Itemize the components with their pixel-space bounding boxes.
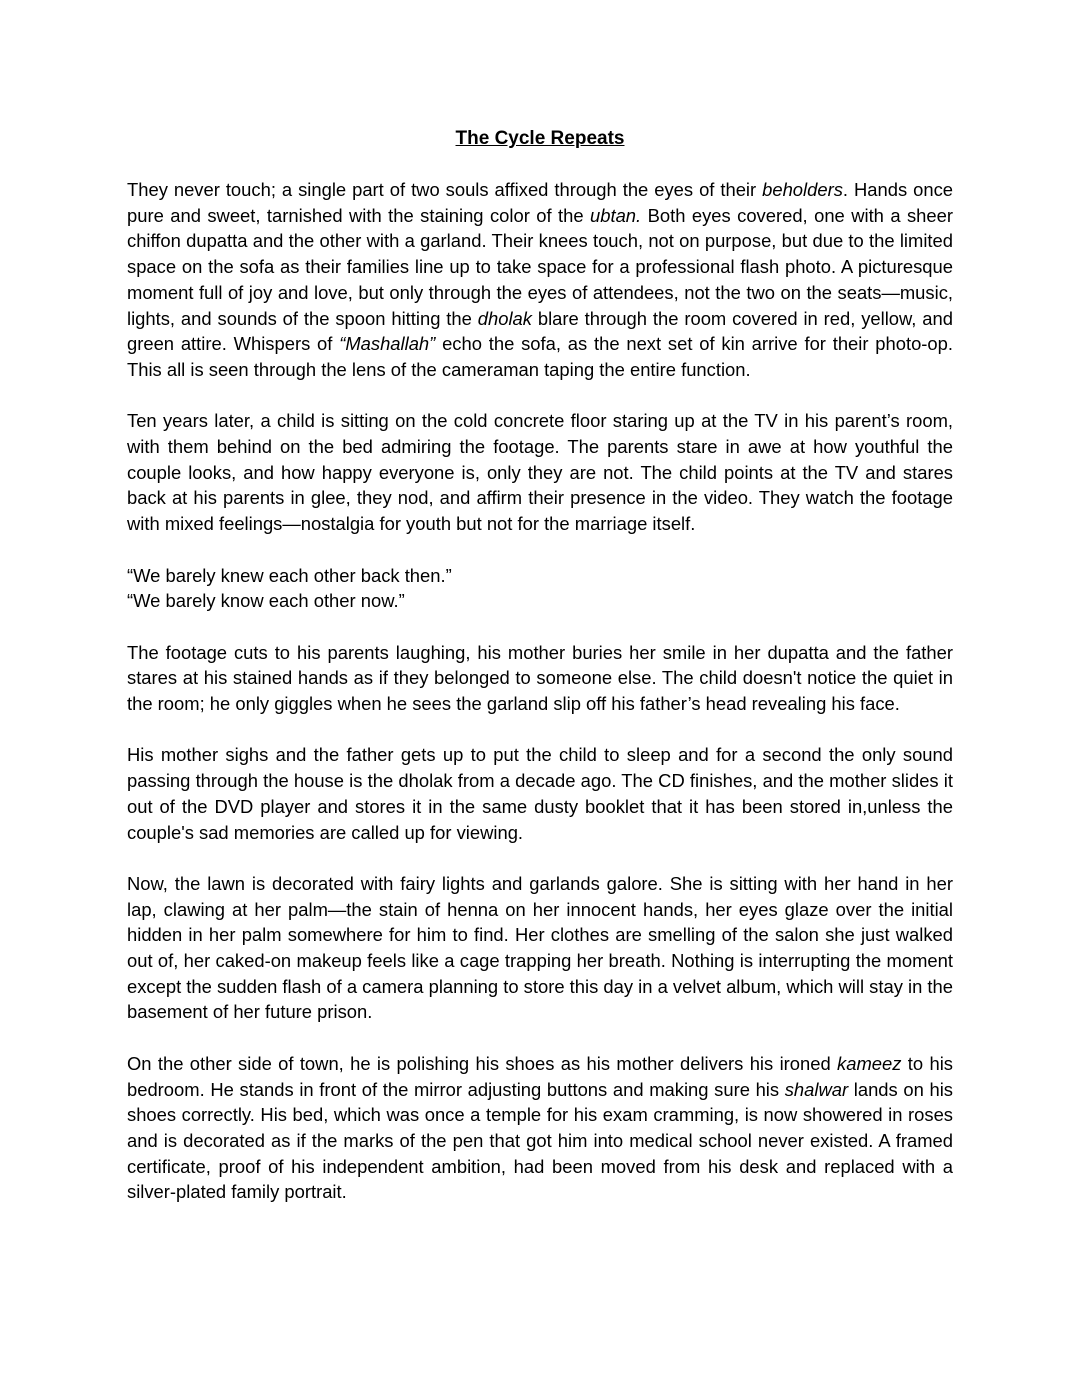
text-run: Ten years later, a child is sitting on the cold concrete floor staring up at the TV in his parent’s room, with them behind on the bed admiring the footage. The parents stare in awe at how youthful the couple looks, and how happy everyone is, only they are not. The child points at the TV and stares back at his parents in glee, they nod, and affirm their presence in the video. They watch the footage with mixed feelings—nostalgia for youth but not for the marriage itself. bbox=[127, 410, 953, 535]
text-run: blare through the room covered in red, yellow, and green attire. Whispers of bbox=[127, 307, 953, 355]
text-run: Both eyes covered, one with a sheer chiffon dupatta and the other with a garland. Their knees touch, not on purpose, but due to the limited space on the sofa as their families line up to take space for a professional flash photo. A picturesque moment full of joy and love, but only through the eyes of attendees, not the two on the seats—music, lights, and sounds of the spoon hitting the bbox=[127, 204, 953, 329]
italic-term: “Mashallah” bbox=[339, 333, 436, 355]
text-run: The footage cuts to his parents laughing, his mother buries her smile in her dupatta and the father stares at his stained hands as if they belonged to someone else. The child doesn't notice the quiet in the room; he only giggles when he sees the garland slip off his father’s head revealing his face. bbox=[127, 641, 953, 715]
text-run: His mother sighs and the father gets up to put the child to sleep and for a second the only sound passing through the house is the dholak from a decade ago. The CD finishes, and the mother slides it out of the DVD player and stores it in the same dusty booklet that it has been stored in,unless the couple's sad memories are called up for viewing. bbox=[127, 744, 953, 843]
text-run: lands on his shoes correctly. His bed, which was once a temple for his exam cramming, is now showered in roses and is decorated as if the marks of the pen that got him into medical school never existed. A framed certificate, proof of his independent ambition, had been moved from his desk and replaced with a silver-plated family portrait. bbox=[127, 1078, 953, 1203]
italic-term: shalwar bbox=[784, 1078, 849, 1100]
text-run: On the other side of town, he is polishing his shoes as his mother delivers his ironed bbox=[127, 1052, 838, 1074]
text-run: Now, the lawn is decorated with fairy lights and garlands galore. She is sitting with her hand in her lap, clawing at her palm—the stain of henna on her innocent hands, her eyes glaze over the initial hidden in her palm somewhere for him to find. Her clothes are smelling of the salon she just walked out of, her caked-on makeup feels like a cage trapping her breath. Nothing is interrupting the moment except the sudden flash of a camera planning to store this day in a velvet album, which will stay in the basement of her future prison. bbox=[127, 872, 953, 1023]
paragraph bbox=[127, 563, 953, 589]
text-run: . Hands once pure and sweet, tarnished with the staining color of the bbox=[127, 179, 953, 226]
paragraph bbox=[127, 588, 953, 614]
text-run: “We barely know each other now.” bbox=[127, 590, 405, 612]
document-body bbox=[127, 177, 953, 1231]
document-title: The Cycle Repeats bbox=[455, 128, 625, 149]
text-run: They never touch; a single part of two souls affixed through the eyes of their bbox=[127, 179, 763, 200]
italic-term: kameez bbox=[837, 1052, 902, 1074]
paragraph bbox=[127, 177, 953, 383]
italic-term: beholders bbox=[762, 179, 843, 200]
text-run: to his bedroom. He stands in front of the mirror adjusting buttons and making sure his bbox=[127, 1052, 953, 1100]
italic-term: ubtan. bbox=[590, 204, 642, 226]
paragraph bbox=[127, 640, 953, 717]
paragraph bbox=[127, 1051, 953, 1205]
paragraph bbox=[127, 871, 953, 1025]
italic-term: dholak bbox=[477, 307, 532, 329]
text-run: echo the sofa, as the next set of kin arrive for their photo-op. This all is seen through the lens of the cameraman taping the entire function. bbox=[127, 333, 953, 380]
text-run: “We barely knew each other back then.” bbox=[127, 564, 452, 586]
paragraph bbox=[127, 408, 953, 537]
paragraph bbox=[127, 742, 953, 845]
